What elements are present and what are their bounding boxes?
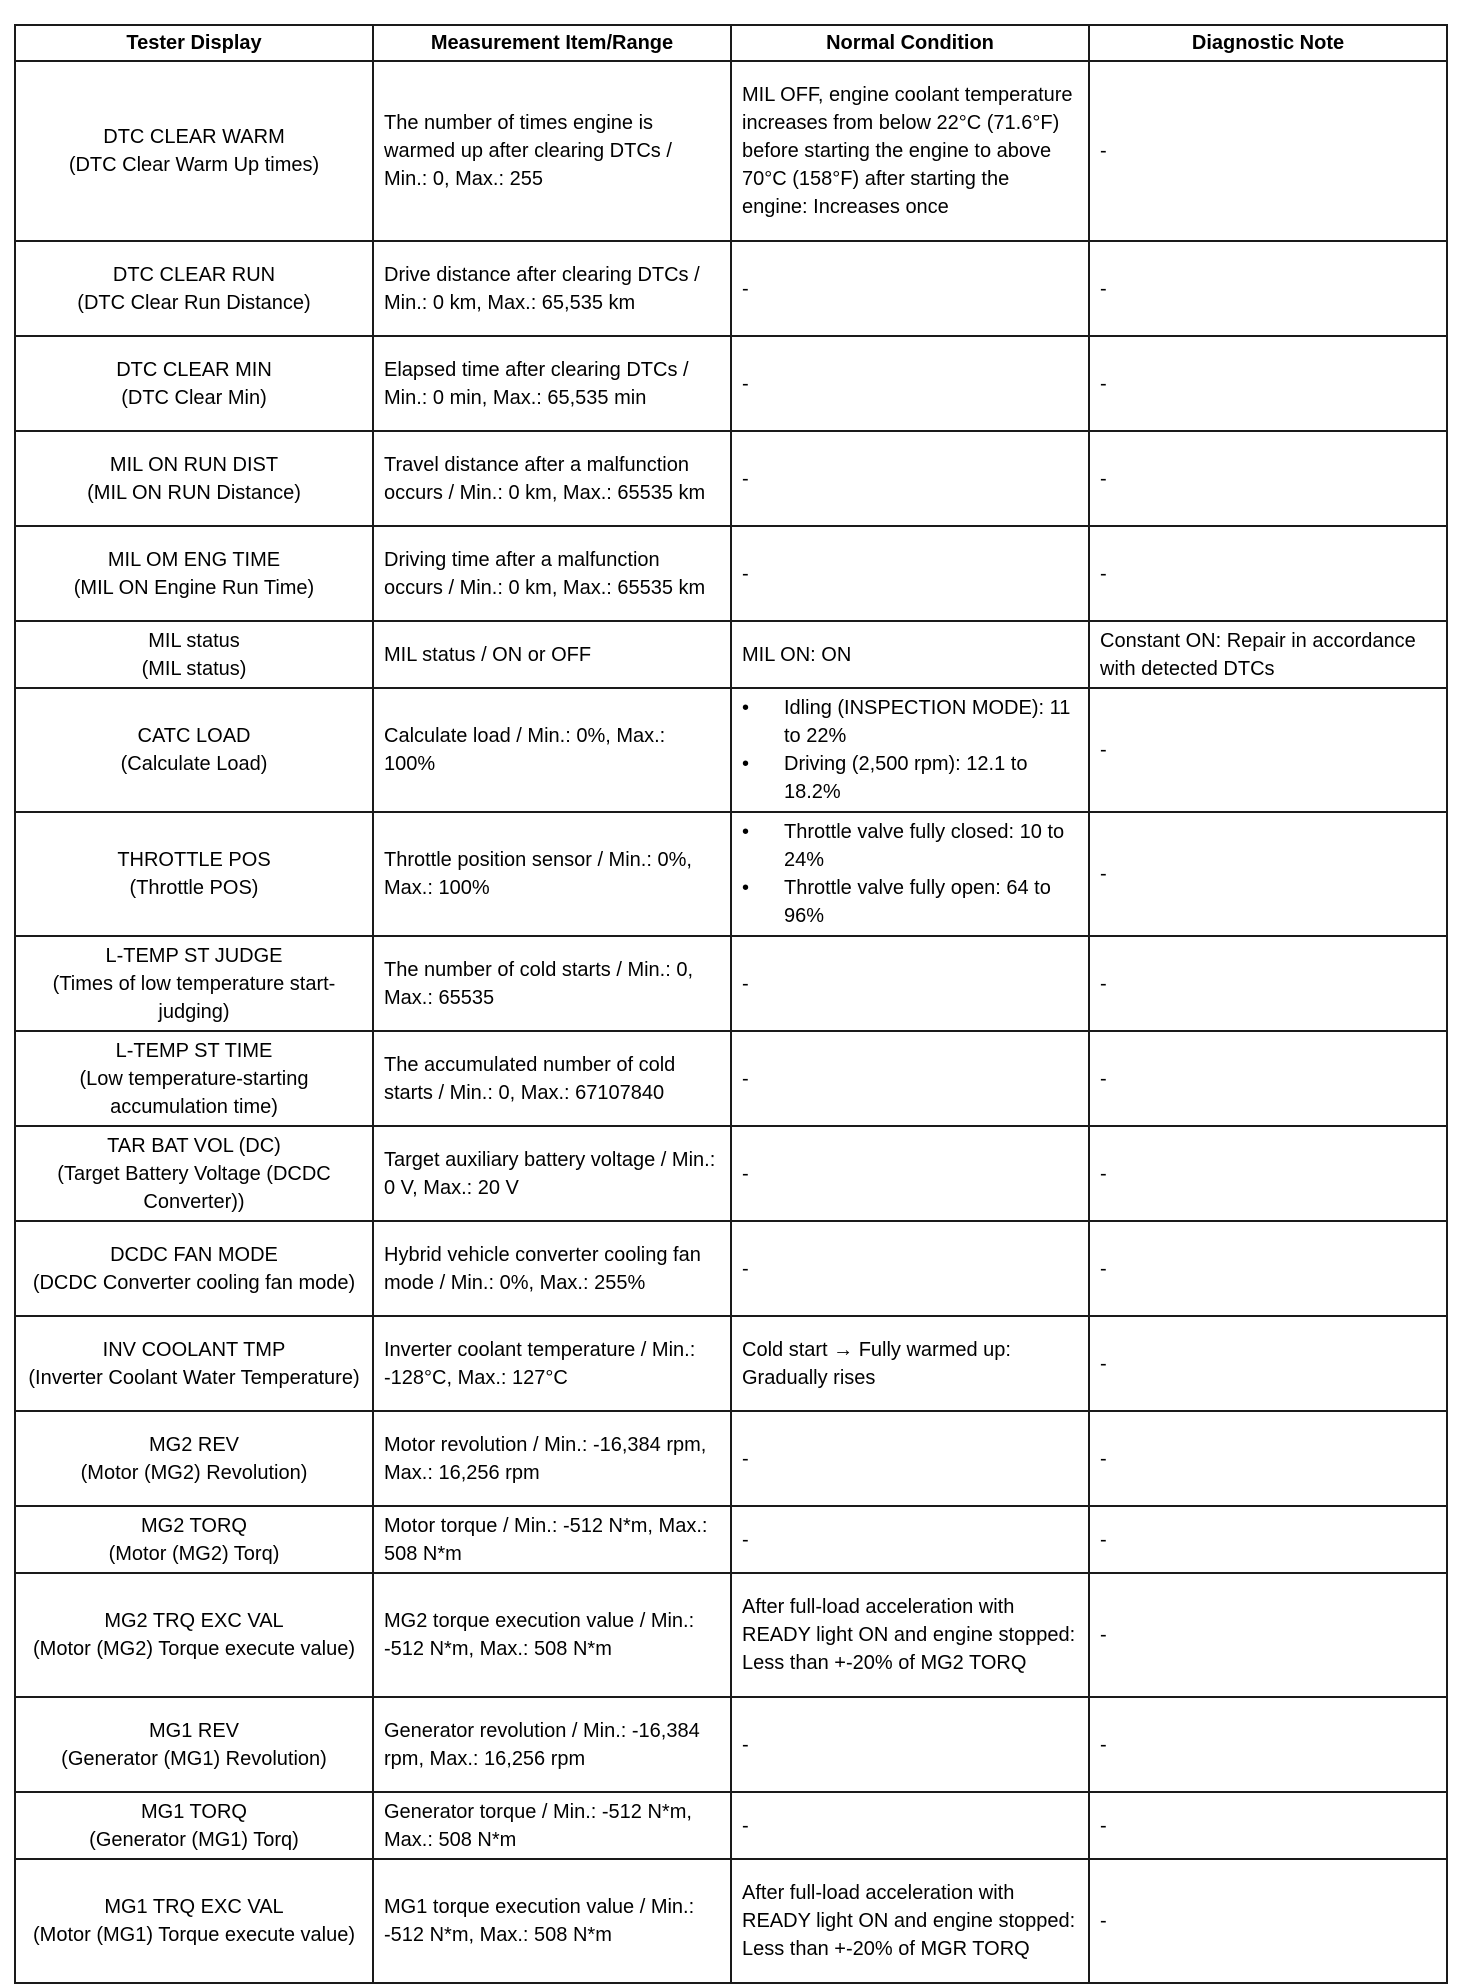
normal-condition-cell: Cold start → Fully warmed up: Gradually rises — [731, 1316, 1089, 1411]
diagnostic-note-cell: Constant ON: Repair in accordance with detected DTCs — [1089, 621, 1447, 688]
normal-condition-cell: - — [731, 1506, 1089, 1573]
table-row — [15, 1411, 1447, 1506]
tester-display-code: DTC CLEAR WARM — [103, 126, 285, 148]
measurement-item-cell: Drive distance after clearing DTCs / Min.: 0 km, Max.: 65,535 km — [373, 241, 731, 336]
table-row — [15, 1126, 1447, 1221]
measurement-item-cell: Calculate load / Min.: 0%, Max.: 100% — [373, 688, 731, 812]
diagnostic-note-cell: - — [1089, 1506, 1447, 1573]
table-row — [15, 526, 1447, 621]
tester-display-code: MG1 TRQ EXC VAL — [104, 1896, 284, 1918]
diagnostic-note-cell: - — [1089, 61, 1447, 241]
table-row — [15, 1573, 1447, 1697]
tester-display-description: (Times of low temperature start-judging) — [52, 972, 336, 1023]
diagnostic-note-cell: - — [1089, 431, 1447, 526]
table-row — [15, 621, 1447, 688]
table-row — [15, 1506, 1447, 1573]
tester-display-code: MIL status — [148, 629, 240, 652]
tester-display-code: MG1 TORQ — [141, 1800, 247, 1823]
tester-display-description: (DTC Clear Warm Up times) — [68, 154, 320, 176]
table-header-row — [15, 25, 1447, 61]
tester-display-description: (DTC Clear Run Distance) — [77, 291, 311, 314]
tester-display-description: (Generator (MG1) Revolution) — [61, 1747, 327, 1770]
tester-display-code: DCDC FAN MODE — [110, 1243, 278, 1266]
normal-condition-cell — [731, 812, 1089, 936]
tester-display-cell — [15, 812, 373, 936]
header-measurement-item: Measurement Item/Range — [373, 25, 731, 61]
normal-condition-cell: MIL ON: ON — [731, 621, 1089, 688]
diagnostic-note-cell: - — [1089, 1031, 1447, 1126]
diagnostic-note-cell: - — [1089, 241, 1447, 336]
tester-display-code: DTC CLEAR MIN — [116, 358, 272, 381]
tester-display-cell — [15, 936, 373, 1031]
header-normal-condition: Normal Condition — [731, 25, 1089, 61]
normal-condition-cell: After full-load acceleration with READY light ON and engine stopped: Less than +-20% of MG2 TORQ — [731, 1573, 1089, 1697]
list-item: • Throttle valve fully open: 64 to 96% — [742, 874, 1078, 930]
measurement-item-cell: The accumulated number of cold starts / Min.: 0, Max.: 67107840 — [373, 1031, 731, 1126]
normal-condition-cell: - — [731, 1126, 1089, 1221]
diagnostic-note-cell: - — [1089, 812, 1447, 936]
tester-display-code: MG2 REV — [148, 1433, 240, 1456]
tester-display-description: (Calculate Load) — [120, 753, 268, 775]
measurement-item-cell: MIL status / ON or OFF — [373, 621, 731, 688]
tester-display-description: (MIL ON Engine Run Time) — [73, 576, 315, 599]
normal-condition-list — [742, 818, 1078, 930]
normal-condition-cell: - — [731, 336, 1089, 431]
tester-display-description: (DTC Clear Min) — [121, 386, 267, 409]
tester-display-cell — [15, 1031, 373, 1126]
measurement-item-cell: Inverter coolant temperature / Min.: -128°C, Max.: 127°C — [373, 1316, 731, 1411]
list-item: • Throttle valve fully closed: 10 to 24% — [742, 818, 1078, 874]
table-row — [15, 1031, 1447, 1126]
data-list-table — [14, 24, 1448, 1984]
table-row — [15, 1316, 1447, 1411]
measurement-item-cell: Hybrid vehicle converter cooling fan mode / Min.: 0%, Max.: 255% — [373, 1221, 731, 1316]
table-row — [15, 1697, 1447, 1792]
table-row — [15, 61, 1447, 241]
tester-display-code: L-TEMP ST JUDGE — [105, 944, 283, 967]
tester-display-cell — [15, 688, 373, 812]
tester-display-code: CATC LOAD — [137, 725, 251, 747]
diagnostic-note-cell: - — [1089, 1792, 1447, 1859]
normal-condition-cell — [731, 688, 1089, 812]
normal-condition-cell: - — [731, 1031, 1089, 1126]
tester-display-code: THROTTLE POS — [117, 849, 271, 871]
measurement-item-cell: Generator revolution / Min.: -16,384 rpm, Max.: 16,256 rpm — [373, 1697, 731, 1792]
normal-condition-cell: After full-load acceleration with READY light ON and engine stopped: Less than +-20% of MGR TORQ — [731, 1859, 1089, 1983]
tester-display-description: (Motor (MG2) Torque execute value) — [33, 1638, 355, 1660]
tester-display-cell — [15, 1697, 373, 1792]
normal-condition-cell: - — [731, 1221, 1089, 1316]
normal-condition-cell: - — [731, 936, 1089, 1031]
diagnostic-note-cell: - — [1089, 936, 1447, 1031]
diagnostic-note-cell: - — [1089, 1859, 1447, 1983]
header-diagnostic-note: Diagnostic Note — [1089, 25, 1447, 61]
tester-display-cell — [15, 1221, 373, 1316]
tester-display-code: INV COOLANT TMP — [102, 1338, 286, 1361]
tester-display-cell — [15, 1126, 373, 1221]
tester-display-code: MG2 TRQ EXC VAL — [104, 1610, 284, 1632]
measurement-item-cell: The number of times engine is warmed up after clearing DTCs / Min.: 0, Max.: 255 — [373, 61, 731, 241]
normal-condition-cell: - — [731, 1697, 1089, 1792]
measurement-item-cell: Throttle position sensor / Min.: 0%, Max.: 100% — [373, 812, 731, 936]
tester-display-cell — [15, 1411, 373, 1506]
measurement-item-cell: Driving time after a malfunction occurs / Min.: 0 km, Max.: 65535 km — [373, 526, 731, 621]
table-row — [15, 812, 1447, 936]
tester-display-code: DTC CLEAR RUN — [112, 263, 276, 286]
tester-display-cell — [15, 336, 373, 431]
diagnostic-note-cell: - — [1089, 1221, 1447, 1316]
measurement-item-cell: Target auxiliary battery voltage / Min.: 0 V, Max.: 20 V — [373, 1126, 731, 1221]
tester-display-code: MG1 REV — [148, 1719, 240, 1742]
tester-display-code: TAR BAT VOL (DC) — [107, 1134, 281, 1157]
measurement-item-cell: The number of cold starts / Min.: 0, Max.: 65535 — [373, 936, 731, 1031]
tester-display-cell — [15, 431, 373, 526]
tester-display-cell — [15, 1792, 373, 1859]
header-tester-display: Tester Display — [15, 25, 373, 61]
list-item: • Driving (2,500 rpm): 12.1 to 18.2% — [742, 750, 1078, 806]
diagnostic-note-cell: - — [1089, 1411, 1447, 1506]
diagnostic-note-cell: - — [1089, 1126, 1447, 1221]
diagnostic-note-cell: - — [1089, 1573, 1447, 1697]
normal-condition-cell: MIL OFF, engine coolant temperature increases from below 22°C (71.6°F) before starting the engine to above 70°C (158°F) after starting the engine: Increases once — [731, 61, 1089, 241]
normal-condition-cell: - — [731, 431, 1089, 526]
measurement-item-cell: MG1 torque execution value / Min.: -512 N*m, Max.: 508 N*m — [373, 1859, 731, 1983]
normal-condition-cell: - — [731, 1411, 1089, 1506]
diagnostic-note-cell: - — [1089, 336, 1447, 431]
tester-display-code: MG2 TORQ — [141, 1514, 247, 1537]
diagnostic-note-cell: - — [1089, 526, 1447, 621]
diagnostic-note-cell: - — [1089, 1316, 1447, 1411]
measurement-item-cell: Elapsed time after clearing DTCs / Min.: 0 min, Max.: 65,535 min — [373, 336, 731, 431]
tester-display-cell — [15, 526, 373, 621]
normal-condition-cell: - — [731, 1792, 1089, 1859]
table-row — [15, 431, 1447, 526]
table-row — [15, 336, 1447, 431]
measurement-item-cell: Motor torque / Min.: -512 N*m, Max.: 508 N*m — [373, 1506, 731, 1573]
list-item: • Idling (INSPECTION MODE): 11 to 22% — [742, 694, 1078, 750]
tester-display-cell — [15, 61, 373, 241]
tester-display-cell — [15, 1573, 373, 1697]
normal-condition-cell: - — [731, 526, 1089, 621]
tester-display-description: (Motor (MG1) Torque execute value) — [33, 1924, 355, 1946]
measurement-item-cell: Travel distance after a malfunction occurs / Min.: 0 km, Max.: 65535 km — [373, 431, 731, 526]
tester-display-code: L-TEMP ST TIME — [115, 1039, 273, 1062]
normal-condition-list — [742, 694, 1078, 806]
table-row — [15, 688, 1447, 812]
normal-condition-cell: - — [731, 241, 1089, 336]
tester-display-description: (Motor (MG2) Revolution) — [80, 1461, 308, 1484]
tester-display-cell — [15, 621, 373, 688]
tester-display-description: (DCDC Converter cooling fan mode) — [32, 1271, 356, 1294]
measurement-item-cell: Generator torque / Min.: -512 N*m, Max.: 508 N*m — [373, 1792, 731, 1859]
tester-display-description: (Inverter Coolant Water Temperature) — [28, 1366, 360, 1389]
tester-display-description: (Throttle POS) — [129, 877, 259, 899]
measurement-item-cell: Motor revolution / Min.: -16,384 rpm, Max.: 16,256 rpm — [373, 1411, 731, 1506]
tester-display-cell — [15, 1506, 373, 1573]
tester-display-description: (Motor (MG2) Torq) — [108, 1542, 280, 1565]
table-row — [15, 1221, 1447, 1316]
tester-display-description: (MIL status) — [141, 657, 247, 680]
table-row — [15, 1859, 1447, 1983]
table-row — [15, 936, 1447, 1031]
measurement-item-cell: MG2 torque execution value / Min.: -512 N*m, Max.: 508 N*m — [373, 1573, 731, 1697]
tester-display-description: (Low temperature-starting accumulation time) — [79, 1067, 309, 1118]
tester-display-code: MIL OM ENG TIME — [107, 548, 281, 571]
tester-display-description: (Target Battery Voltage (DCDC Converter)) — [57, 1162, 331, 1213]
table-row — [15, 1792, 1447, 1859]
diagnostic-note-cell: - — [1089, 1697, 1447, 1792]
tester-display-description: (Generator (MG1) Torq) — [89, 1828, 299, 1851]
tester-display-cell — [15, 1859, 373, 1983]
diagnostic-note-cell: - — [1089, 688, 1447, 812]
tester-display-cell — [15, 241, 373, 336]
tester-display-cell — [15, 1316, 373, 1411]
tester-display-description: (MIL ON RUN Distance) — [87, 481, 301, 504]
tester-display-code: MIL ON RUN DIST — [109, 453, 279, 476]
table-row — [15, 241, 1447, 336]
